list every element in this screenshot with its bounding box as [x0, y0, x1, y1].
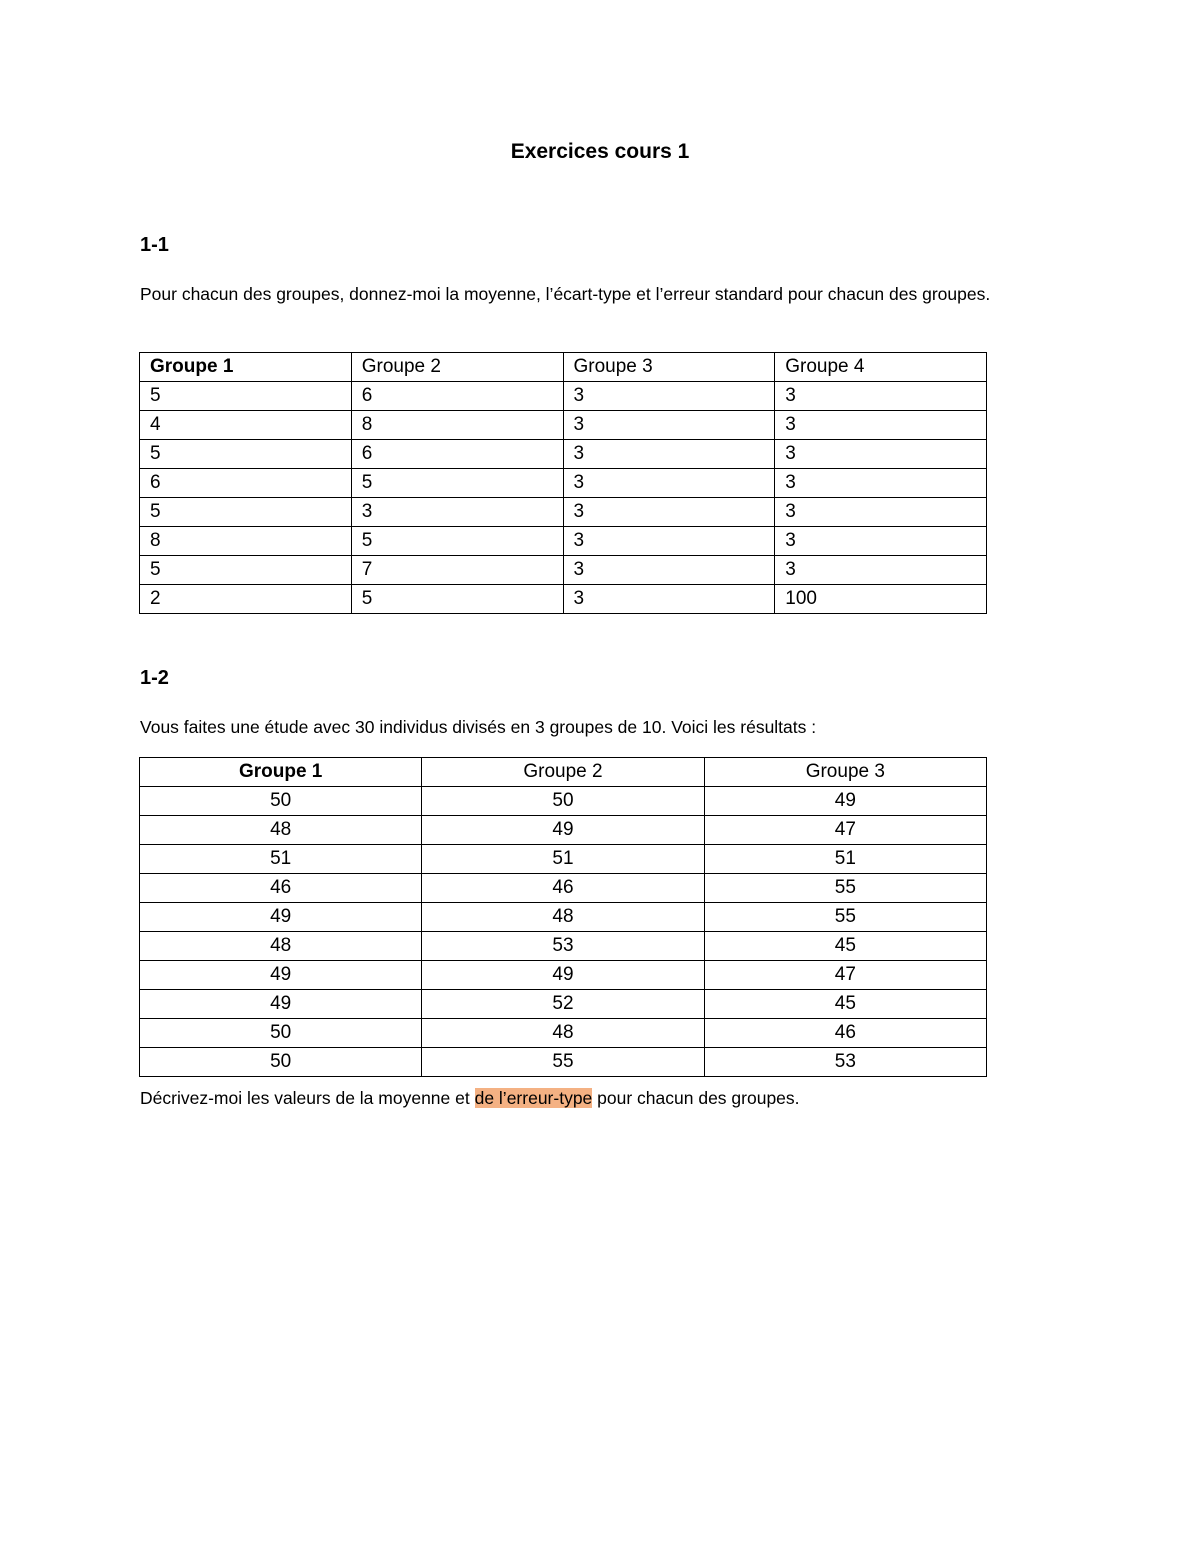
table-cell: 49 — [704, 787, 986, 816]
table-cell: 3 — [775, 469, 987, 498]
data-table-1-1 — [139, 352, 987, 614]
column-header: Groupe 2 — [351, 353, 563, 382]
table-cell: 53 — [704, 1048, 986, 1077]
table-row — [140, 440, 987, 469]
table-row — [140, 382, 987, 411]
table-cell: 6 — [351, 440, 563, 469]
table-cell: 3 — [563, 527, 775, 556]
column-header: Groupe 3 — [563, 353, 775, 382]
table-cell: 46 — [422, 874, 704, 903]
column-header: Groupe 3 — [704, 758, 986, 787]
table-cell: 51 — [704, 845, 986, 874]
table-cell: 50 — [140, 1048, 422, 1077]
question-1-2 — [140, 1084, 1040, 1112]
table-cell: 3 — [563, 585, 775, 614]
table-cell: 48 — [140, 816, 422, 845]
table-cell: 48 — [422, 1019, 704, 1048]
table-row — [140, 874, 987, 903]
table-cell: 4 — [140, 411, 352, 440]
table-cell: 50 — [422, 787, 704, 816]
data-table-1-2 — [139, 757, 987, 1077]
table-cell: 2 — [140, 585, 352, 614]
table-cell: 5 — [140, 440, 352, 469]
table-cell: 49 — [422, 816, 704, 845]
table-cell: 55 — [422, 1048, 704, 1077]
table-cell: 51 — [422, 845, 704, 874]
table-cell: 49 — [140, 961, 422, 990]
table-cell: 3 — [351, 498, 563, 527]
table-cell: 8 — [351, 411, 563, 440]
table-row — [140, 556, 987, 585]
column-header: Groupe 4 — [775, 353, 987, 382]
table-cell: 46 — [704, 1019, 986, 1048]
table-row — [140, 990, 987, 1019]
table-row — [140, 961, 987, 990]
table-cell: 100 — [775, 585, 987, 614]
table-cell: 46 — [140, 874, 422, 903]
table-cell: 3 — [775, 411, 987, 440]
table-cell: 3 — [563, 440, 775, 469]
table-cell: 7 — [351, 556, 563, 585]
table-cell: 3 — [775, 440, 987, 469]
table-cell: 6 — [351, 382, 563, 411]
table-row — [140, 816, 987, 845]
highlighted-text: de l’erreur-type — [474, 1088, 593, 1108]
column-header: Groupe 2 — [422, 758, 704, 787]
table-cell: 3 — [563, 469, 775, 498]
table-cell: 5 — [140, 498, 352, 527]
table-cell: 52 — [422, 990, 704, 1019]
table-cell: 48 — [422, 903, 704, 932]
table-cell: 3 — [563, 498, 775, 527]
section-heading-1-1: 1-1 — [140, 234, 169, 256]
table-cell: 3 — [563, 556, 775, 585]
table-row — [140, 932, 987, 961]
table-cell: 3 — [775, 556, 987, 585]
table-cell: 53 — [422, 932, 704, 961]
table-cell: 3 — [775, 382, 987, 411]
table-cell: 5 — [140, 382, 352, 411]
table-row — [140, 498, 987, 527]
instruction-1-1: Pour chacun des groupes, donnez-moi la moyenne, l’écart-type et l’erreur standard pour chacun des groupes. — [140, 284, 991, 304]
table-cell: 5 — [140, 556, 352, 585]
document-title: Exercices cours 1 — [510, 140, 690, 163]
table-cell: 6 — [140, 469, 352, 498]
table-cell: 3 — [563, 382, 775, 411]
table-row — [140, 527, 987, 556]
question-text-start: Décrivez-moi les valeurs de la moyenne et — [140, 1088, 475, 1108]
table-cell: 3 — [563, 411, 775, 440]
table-cell: 47 — [704, 816, 986, 845]
table-cell: 45 — [704, 990, 986, 1019]
table-row — [140, 1048, 987, 1077]
table-cell: 55 — [704, 874, 986, 903]
table-cell: 5 — [351, 527, 563, 556]
section-heading-1-2: 1-2 — [140, 667, 169, 689]
table-cell: 45 — [704, 932, 986, 961]
table-cell: 55 — [704, 903, 986, 932]
table-cell: 47 — [704, 961, 986, 990]
table-cell: 3 — [775, 527, 987, 556]
table-cell: 50 — [140, 787, 422, 816]
table-row — [140, 787, 987, 816]
table-cell: 3 — [775, 498, 987, 527]
table-row — [140, 903, 987, 932]
table-cell: 50 — [140, 1019, 422, 1048]
table-cell: 5 — [351, 469, 563, 498]
table-row — [140, 845, 987, 874]
table-row — [140, 585, 987, 614]
table-row — [140, 469, 987, 498]
table-cell: 49 — [140, 903, 422, 932]
intro-1-2: Vous faites une étude avec 30 individus divisés en 3 groupes de 10. Voici les résultats : — [140, 717, 817, 737]
table-cell: 5 — [351, 585, 563, 614]
table-cell: 51 — [140, 845, 422, 874]
table-row — [140, 411, 987, 440]
table-header-row — [140, 353, 987, 382]
question-text-end: pour chacun des groupes. — [592, 1088, 800, 1108]
column-header: Groupe 1 — [140, 758, 422, 787]
table-row — [140, 1019, 987, 1048]
table-header-row — [140, 758, 987, 787]
table-cell: 49 — [422, 961, 704, 990]
table-cell: 48 — [140, 932, 422, 961]
table-cell: 8 — [140, 527, 352, 556]
column-header: Groupe 1 — [140, 353, 352, 382]
table-cell: 49 — [140, 990, 422, 1019]
